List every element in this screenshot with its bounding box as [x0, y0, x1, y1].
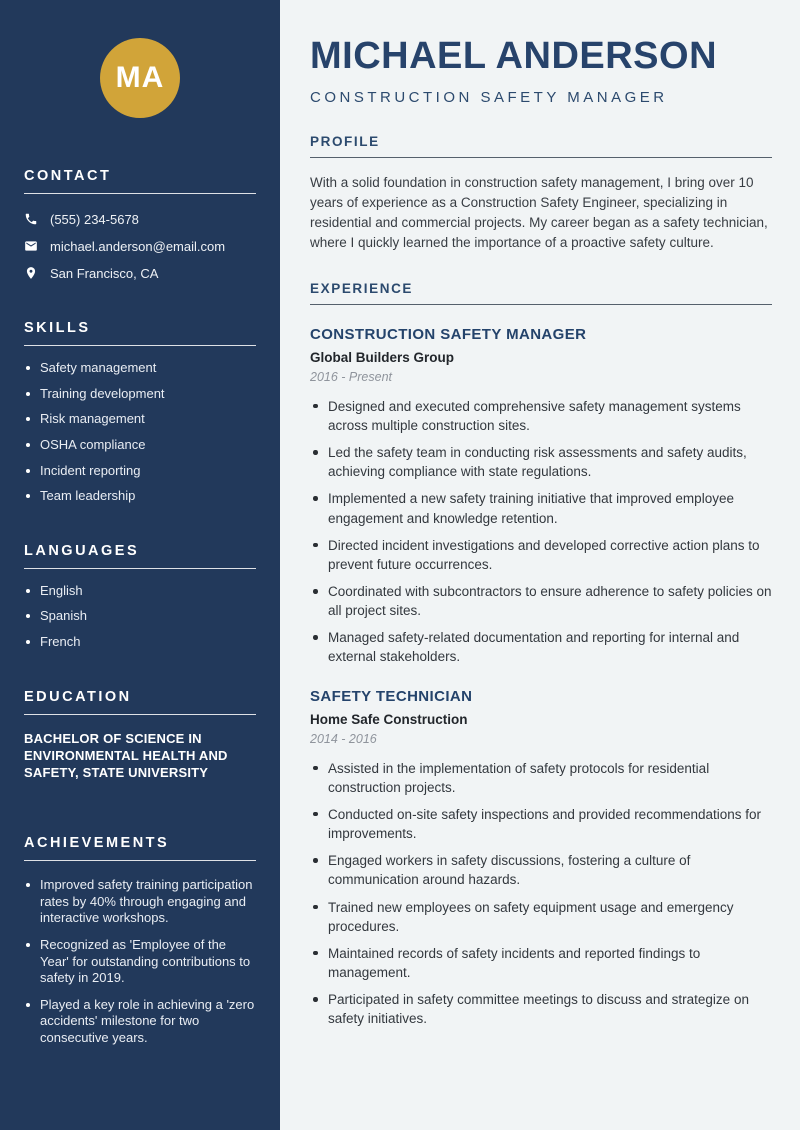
achievements-heading: ACHIEVEMENTS [24, 835, 256, 861]
job-bullet: Conducted on-site safety inspections and provided recommendations for improvements. [310, 805, 772, 843]
job-block-2 [310, 688, 772, 1029]
phone-value: (555) 234-5678 [50, 211, 139, 227]
job-role: CONSTRUCTION SAFETY MANAGER [310, 325, 587, 343]
job-bullet: Maintained records of safety incidents and reported findings to management. [310, 944, 772, 982]
profile-text: With a solid foundation in construction safety management, I bring over 10 years of experience as a Construction Safety Engineer, specializing in residential and commercial projects. My career began as a safety technician, where I quickly learned the importance of a proactive safety culture. [310, 174, 768, 250]
job-bullet: Engaged workers in safety discussions, fostering a culture of communication around hazards. [310, 851, 772, 889]
skill-item: Team leadership [24, 488, 256, 505]
job-bullet: Led the safety team in conducting risk assessments and safety audits, achieving compliance with state regulations. [310, 443, 772, 481]
job-dates: 2014 - 2016 [310, 731, 377, 746]
job-company: Home Safe Construction [310, 711, 468, 727]
main-content [280, 0, 800, 1130]
email-icon [24, 239, 38, 253]
language-item: Spanish [24, 608, 256, 625]
profile-section [310, 134, 772, 253]
location-value: San Francisco, CA [50, 265, 159, 281]
experience-heading: EXPERIENCE [310, 281, 772, 305]
email-value: michael.anderson@email.com [50, 238, 226, 254]
job-dates: 2016 - Present [310, 369, 392, 384]
languages-heading: LANGUAGES [24, 543, 256, 569]
skill-item: Risk management [24, 411, 256, 428]
skills-heading: SKILLS [24, 320, 256, 346]
languages-list [24, 583, 256, 651]
skill-item: Incident reporting [24, 463, 256, 480]
avatar [100, 38, 180, 118]
job-company: Global Builders Group [310, 349, 455, 365]
achievement-item: Recognized as 'Employee of the Year' for outstanding contributions to safety in 2019. [24, 937, 256, 987]
profile-heading: PROFILE [310, 134, 772, 158]
job-bullet: Trained new employees on safety equipment usage and emergency procedures. [310, 898, 772, 936]
avatar-initials: MA [115, 61, 165, 94]
skill-item: Safety management [24, 360, 256, 377]
job-bullet: Assisted in the implementation of safety protocols for residential construction projects. [310, 759, 772, 797]
contact-rows [24, 210, 256, 282]
job-bullet: Implemented a new safety training initiative that improved employee engagement and knowledge retention. [310, 489, 772, 527]
language-item: English [24, 583, 256, 600]
job-bullet: Managed safety-related documentation and reporting for internal and external stakeholders. [310, 628, 772, 666]
education-section [24, 689, 256, 781]
contact-row-phone [24, 210, 256, 228]
contact-section [24, 168, 256, 282]
achievement-item: Improved safety training participation rates by 40% through engaging and interactive workshops. [24, 877, 256, 927]
contact-row-email [24, 237, 256, 255]
job-bullets [310, 397, 772, 667]
job-role: SAFETY TECHNICIAN [310, 687, 473, 705]
achievements-section [24, 835, 256, 1047]
sidebar [0, 0, 280, 1130]
contact-row-location [24, 264, 256, 282]
skill-item: OSHA compliance [24, 437, 256, 454]
language-item: French [24, 634, 256, 651]
achievements-list [24, 877, 256, 1047]
skills-section [24, 320, 256, 505]
person-title: CONSTRUCTION SAFETY MANAGER [310, 88, 668, 106]
experience-section [310, 281, 772, 1029]
job-bullets [310, 759, 772, 1029]
phone-icon [24, 212, 38, 226]
job-bullet: Designed and executed comprehensive safety management systems across multiple construction sites. [310, 397, 772, 435]
achievement-item: Played a key role in achieving a 'zero accidents' milestone for two consecutive years. [24, 997, 256, 1047]
job-block-1 [310, 326, 772, 667]
languages-section [24, 543, 256, 651]
skills-list [24, 360, 256, 505]
job-bullet: Coordinated with subcontractors to ensure adherence to safety policies on all project sites. [310, 582, 772, 620]
person-name: MICHAEL ANDERSON [310, 35, 718, 77]
contact-heading: CONTACT [24, 168, 256, 194]
job-bullet: Participated in safety committee meetings to discuss and strategize on safety initiatives. [310, 990, 772, 1028]
education-heading: EDUCATION [24, 689, 256, 715]
job-bullet: Directed incident investigations and developed corrective action plans to prevent future occurrences. [310, 536, 772, 574]
location-icon [24, 266, 38, 280]
skill-item: Training development [24, 386, 256, 403]
education-degree: BACHELOR OF SCIENCE IN ENVIRONMENTAL HEALTH AND SAFETY, STATE UNIVERSITY [24, 730, 228, 780]
